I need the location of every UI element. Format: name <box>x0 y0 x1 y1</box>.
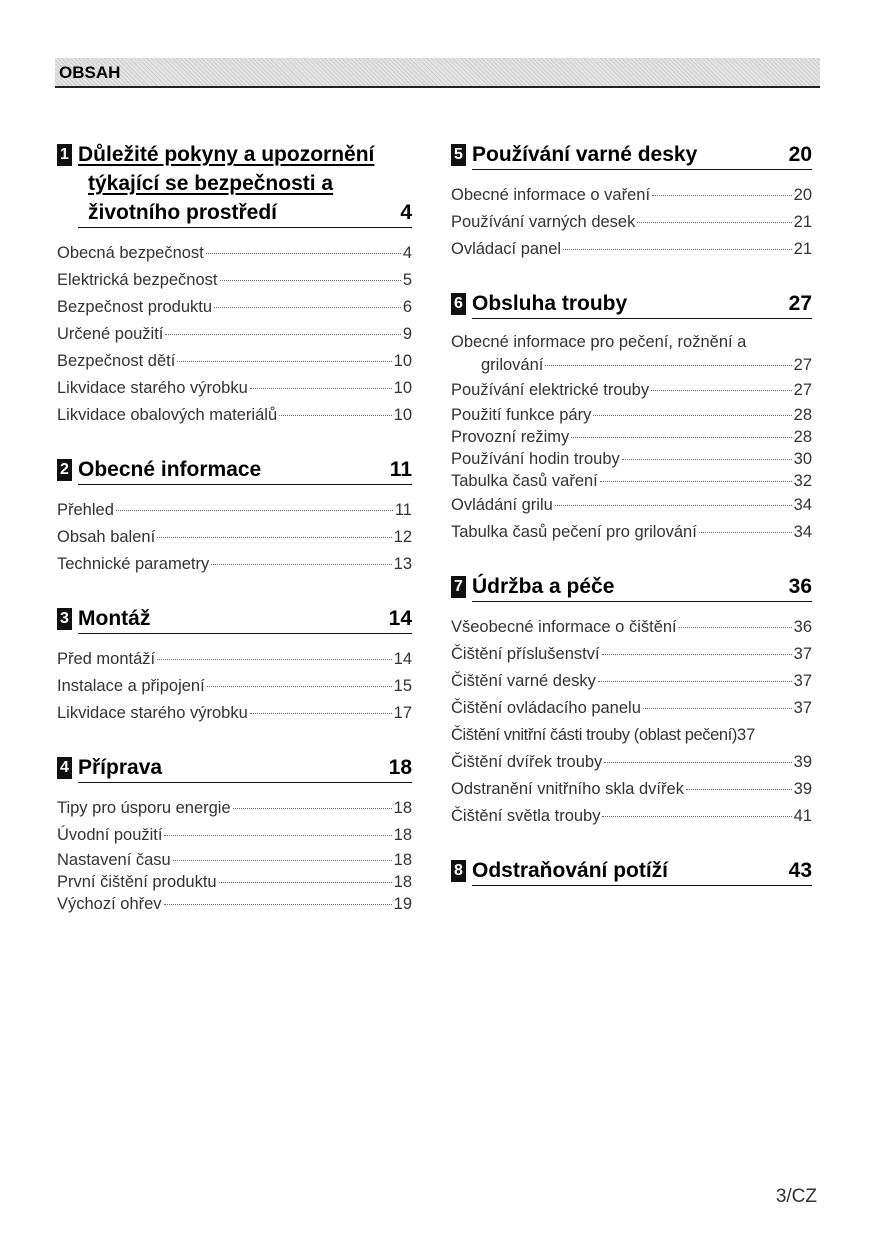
toc-entry[interactable] <box>57 348 412 375</box>
toc-entry[interactable] <box>451 722 812 749</box>
toc-entry-label: Likvidace obalových materiálů <box>57 406 278 424</box>
toc-entry-page: 36 <box>793 618 812 636</box>
toc-entry-label: Použití funkce páry <box>451 406 592 424</box>
section-title-last-line <box>472 572 812 602</box>
toc-entry-page: 39 <box>793 780 812 798</box>
toc-entry-page: 18 <box>393 826 412 844</box>
toc-entry[interactable] <box>451 448 812 470</box>
toc-entry-page: 4 <box>402 244 412 262</box>
toc-entry-label: Elektrická bezpečnost <box>57 271 218 289</box>
toc-entry-label: Obecná bezpečnost <box>57 244 204 262</box>
toc-entry-page: 27 <box>793 356 812 374</box>
section-title: Obsluha trouby <box>472 292 628 315</box>
toc-entry[interactable] <box>451 426 812 448</box>
toc-entry-page: 37 <box>793 672 812 690</box>
toc-entry-page: 28 <box>793 406 812 424</box>
section-number-badge: 1 <box>57 144 72 166</box>
toc-entry[interactable] <box>451 470 812 492</box>
toc-entry[interactable] <box>57 871 412 893</box>
dot-leader <box>602 816 791 817</box>
section-heading[interactable] <box>57 604 412 634</box>
toc-right-column <box>451 140 812 912</box>
toc-entry-page: 17 <box>393 704 412 722</box>
toc-entry-label: Provozní režimy <box>451 428 570 446</box>
toc-entry-label: Likvidace starého výrobku <box>57 379 248 397</box>
toc-entry-label: Tabulka časů pečení pro grilování <box>451 523 697 541</box>
dot-leader <box>207 686 392 687</box>
dot-leader <box>651 390 792 391</box>
contents-header-bar <box>55 58 820 88</box>
toc-entry-page: 14 <box>393 650 412 668</box>
toc-entry[interactable] <box>451 614 812 641</box>
section-number-badge: 6 <box>451 293 466 315</box>
toc-entry-label: Čištění vnitřní části trouby (oblast pečení) <box>451 726 737 744</box>
dot-leader <box>652 195 792 196</box>
section-title-line: Důležité pokyny a upozornění <box>78 143 375 166</box>
dot-leader <box>637 222 791 223</box>
section-page: 27 <box>788 292 812 315</box>
toc-entry-label: Čištění příslušenství <box>451 645 600 663</box>
toc-entry-label: Čištění světla trouby <box>451 807 601 825</box>
toc-entry-label: Bezpečnost produktu <box>57 298 213 316</box>
toc-entry[interactable] <box>451 749 812 776</box>
toc-entry-page: 34 <box>793 523 812 541</box>
toc-entry-label: Obsah balení <box>57 528 156 546</box>
toc-entry-page: 20 <box>793 186 812 204</box>
dot-leader <box>600 481 792 482</box>
toc-left-column <box>57 140 412 941</box>
toc-entry[interactable] <box>57 673 412 700</box>
section-title: Používání varné desky <box>472 143 698 166</box>
toc-entry-page: 41 <box>793 807 812 825</box>
toc-entry-label: Ovládací panel <box>451 240 562 258</box>
toc-entry[interactable] <box>57 294 412 321</box>
section-page: 20 <box>788 143 812 166</box>
toc-entry-label: Obecné informace pro pečení, rožnění a <box>451 333 747 351</box>
toc-section-6 <box>451 289 812 546</box>
toc-entry[interactable] <box>451 236 812 263</box>
toc-entry[interactable] <box>57 646 412 673</box>
toc-section-1 <box>57 140 412 429</box>
toc-entry[interactable] <box>57 795 412 822</box>
dot-leader <box>164 904 392 905</box>
section-title: Příprava <box>78 756 163 779</box>
toc-entry[interactable] <box>57 700 412 727</box>
dot-leader <box>157 537 391 538</box>
toc-entry-label: Úvodní použití <box>57 826 163 844</box>
section-heading[interactable] <box>451 856 812 886</box>
toc-entry[interactable] <box>451 182 812 209</box>
section-title-last-line <box>472 289 812 319</box>
toc-entry-multiline[interactable] <box>451 331 812 377</box>
dot-leader <box>699 532 792 533</box>
toc-entry[interactable] <box>451 803 812 830</box>
toc-entry[interactable] <box>451 377 812 404</box>
toc-entry[interactable] <box>57 497 412 524</box>
toc-entry-label: Všeobecné informace o čištění <box>451 618 677 636</box>
toc-entry-label: Používání hodin trouby <box>451 450 620 468</box>
dot-leader <box>686 789 792 790</box>
section-title-last-line <box>78 753 412 783</box>
toc-entry-label: Tabulka časů vaření <box>451 472 598 490</box>
section-title-last-line <box>78 455 412 485</box>
dot-leader <box>563 249 792 250</box>
toc-entry-label: Ovládání grilu <box>451 496 553 514</box>
toc-entry-page: 10 <box>393 379 412 397</box>
toc-entry-page: 10 <box>393 406 412 424</box>
section-heading[interactable] <box>451 289 812 319</box>
toc-entry-label: Bezpečnost dětí <box>57 352 176 370</box>
dot-leader <box>219 882 392 883</box>
section-heading[interactable] <box>57 455 412 485</box>
toc-entry-label: Používání varných desek <box>451 213 636 231</box>
dot-leader <box>164 835 391 836</box>
section-number-badge: 8 <box>451 860 466 882</box>
toc-entry-page: 37 <box>793 699 812 717</box>
toc-entry-page: 11 <box>394 501 412 519</box>
toc-entry[interactable] <box>451 668 812 695</box>
dot-leader <box>593 415 791 416</box>
toc-entry[interactable] <box>451 404 812 426</box>
section-title-last-line <box>472 140 812 170</box>
toc-entry-label: Instalace a připojení <box>57 677 205 695</box>
section-title: životního prostředí <box>88 201 277 224</box>
section-heading[interactable] <box>57 753 412 783</box>
section-number-badge: 7 <box>451 576 466 598</box>
toc-entry[interactable] <box>451 492 812 519</box>
dot-leader <box>173 860 392 861</box>
dot-leader <box>598 681 792 682</box>
toc-entry-label: Určené použití <box>57 325 164 343</box>
toc-entry-label: Přehled <box>57 501 114 519</box>
dot-leader <box>679 627 792 628</box>
toc-entry-page: 37 <box>793 645 812 663</box>
dot-leader <box>545 365 791 366</box>
section-title-line: týkající se bezpečnosti a <box>88 172 334 195</box>
toc-entry-page: 21 <box>793 240 812 258</box>
dot-leader <box>279 415 392 416</box>
toc-entry[interactable] <box>451 695 812 722</box>
dot-leader <box>165 334 400 335</box>
toc-entry[interactable] <box>451 776 812 803</box>
toc-entry-label: Používání elektrické trouby <box>451 381 650 399</box>
section-title-last-line <box>78 198 412 228</box>
section-title: Montáž <box>78 607 151 630</box>
dot-leader <box>602 654 792 655</box>
toc-entry-page: 15 <box>393 677 412 695</box>
toc-entry-page: 9 <box>402 325 412 343</box>
toc-entry[interactable] <box>451 641 812 668</box>
toc-entry-label: Čištění dvířek trouby <box>451 753 603 771</box>
toc-entry-continuation <box>451 354 812 377</box>
toc-entry-label: Před montáží <box>57 650 156 668</box>
toc-entry-label: Odstranění vnitřního skla dvířek <box>451 780 684 798</box>
toc-entry-label: Technické parametry <box>57 555 210 573</box>
section-heading[interactable] <box>451 140 812 170</box>
page-number: 3/CZ <box>775 1186 817 1207</box>
dot-leader <box>555 505 792 506</box>
dot-leader <box>571 437 791 438</box>
contents-title: OBSAH <box>59 63 121 82</box>
toc-entry-page: 18 <box>393 851 412 869</box>
toc-section-5 <box>451 140 812 263</box>
section-number-badge: 4 <box>57 757 72 779</box>
toc-entry[interactable] <box>451 209 812 236</box>
toc-entry-page: 5 <box>402 271 412 289</box>
dot-leader <box>157 659 392 660</box>
toc-entry[interactable] <box>57 524 412 551</box>
toc-entry[interactable] <box>57 822 412 849</box>
toc-entry-label: grilování <box>481 356 544 374</box>
dot-leader <box>233 808 392 809</box>
dot-leader <box>250 388 392 389</box>
section-title-last-line <box>472 856 812 886</box>
dot-leader <box>214 307 401 308</box>
toc-entry[interactable] <box>57 321 412 348</box>
toc-entry[interactable] <box>57 849 412 871</box>
dot-leader <box>604 762 791 763</box>
toc-entry[interactable] <box>57 267 412 294</box>
section-page: 43 <box>788 859 812 882</box>
toc-section-4 <box>57 753 412 915</box>
toc-entry[interactable] <box>57 402 412 429</box>
toc-entry-page: 12 <box>393 528 412 546</box>
toc-entry-label: Výchozí ohřev <box>57 895 162 913</box>
section-page: 36 <box>788 575 812 598</box>
toc-entry-page: 19 <box>393 895 412 913</box>
toc-entry-label: Nastavení času <box>57 851 171 869</box>
section-title: Údržba a péče <box>472 575 615 598</box>
dot-leader <box>250 713 392 714</box>
toc-entry-page: 18 <box>393 799 412 817</box>
section-title-last-line <box>78 604 412 634</box>
toc-section-3 <box>57 604 412 727</box>
toc-entry-page: 18 <box>393 873 412 891</box>
toc-entry-page: 30 <box>793 450 812 468</box>
toc-entry-page: 6 <box>402 298 412 316</box>
toc-entry-page: 28 <box>793 428 812 446</box>
toc-entry-label: Čištění varné desky <box>451 672 596 690</box>
dot-leader <box>622 459 792 460</box>
toc-section-2 <box>57 455 412 578</box>
dot-leader <box>220 280 401 281</box>
toc-entry-label: Likvidace starého výrobku <box>57 704 248 722</box>
toc-entry-page: 10 <box>393 352 412 370</box>
toc-entry-label: Tipy pro úsporu energie <box>57 799 231 817</box>
toc-entry-page: 13 <box>393 555 412 573</box>
dot-leader <box>177 361 391 362</box>
dot-leader <box>211 564 391 565</box>
toc-entry-page: 21 <box>793 213 812 231</box>
section-page: 14 <box>388 607 412 630</box>
section-number-badge: 2 <box>57 459 72 481</box>
toc-entry-label: Čištění ovládacího panelu <box>451 699 641 717</box>
section-heading[interactable] <box>451 572 812 602</box>
section-number-badge: 5 <box>451 144 466 166</box>
toc-entry-page: 37 <box>736 726 756 744</box>
toc-entry[interactable] <box>451 519 812 546</box>
section-heading[interactable] <box>57 140 412 228</box>
dot-leader <box>116 510 393 511</box>
toc-entry[interactable] <box>57 375 412 402</box>
dot-leader <box>643 708 792 709</box>
section-page: 11 <box>389 458 412 481</box>
section-title: Obecné informace <box>78 458 262 481</box>
toc-entry-page: 39 <box>793 753 812 771</box>
toc-section-8 <box>451 856 812 886</box>
toc-entry-page: 34 <box>793 496 812 514</box>
toc-entry[interactable] <box>57 893 412 915</box>
section-number-badge: 3 <box>57 608 72 630</box>
section-page: 4 <box>400 201 412 224</box>
toc-entry[interactable] <box>57 240 412 267</box>
toc-section-7 <box>451 572 812 830</box>
section-page: 18 <box>388 756 412 779</box>
toc-entry-label: První čištění produktu <box>57 873 217 891</box>
dot-leader <box>206 253 401 254</box>
section-title: Odstraňování potíží <box>472 859 669 882</box>
toc-entry[interactable] <box>57 551 412 578</box>
toc-entry-label: Obecné informace o vaření <box>451 186 651 204</box>
toc-entry-page: 27 <box>793 381 812 399</box>
toc-entry-page: 32 <box>793 472 812 490</box>
